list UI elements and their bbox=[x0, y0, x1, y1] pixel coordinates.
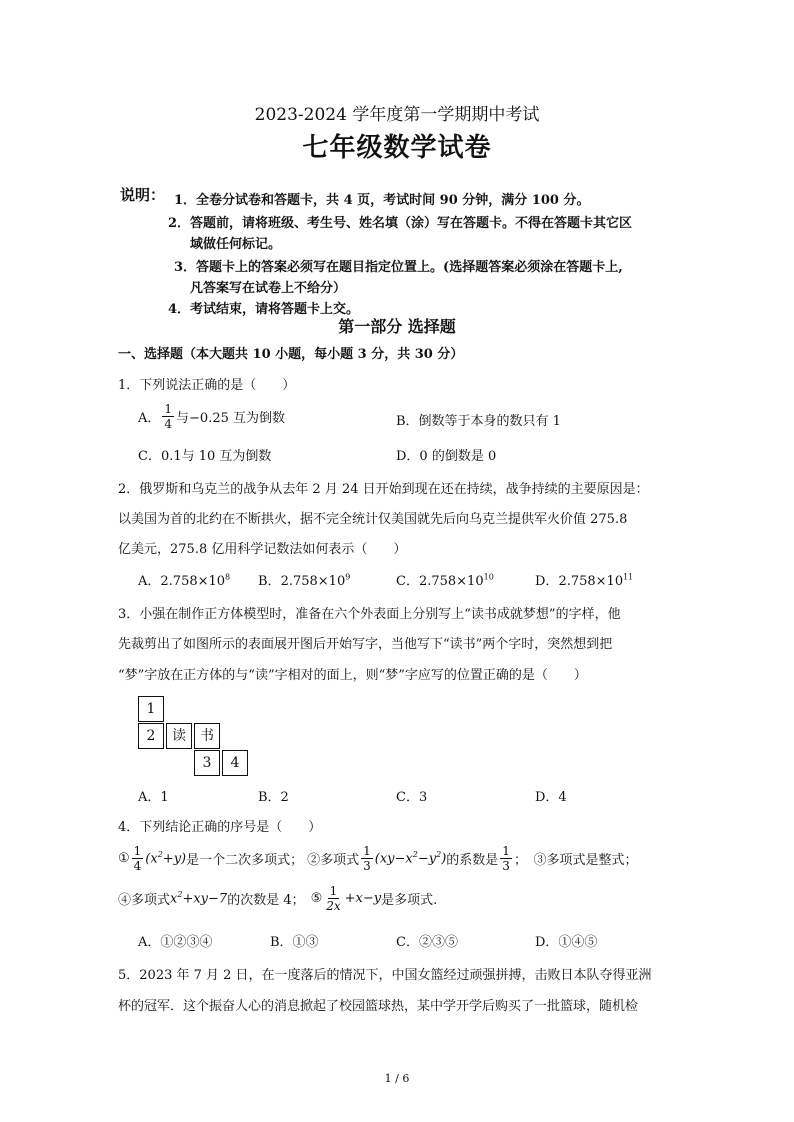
math-expression: $x^2+xy-7$ bbox=[170, 890, 228, 907]
statement-text: 的系数是 bbox=[446, 853, 499, 868]
statement-text: ； ③多项式是整式； bbox=[513, 853, 638, 868]
page-number: 1 / 6 bbox=[384, 1072, 410, 1085]
question-line: 杯的冠军．这个振奋人心的消息掀起了校园篮球热，某中学开学后购买了一批篮球，随机检 bbox=[118, 999, 639, 1014]
denominator: 4 bbox=[164, 417, 173, 431]
option-d: D．4 bbox=[535, 790, 567, 805]
instruction-item: 1．全卷分试卷和答题卡，共 4 页，考试时间 90 分钟，满分 100 分。 bbox=[174, 193, 590, 208]
net-cell: 1 bbox=[138, 696, 164, 722]
exam-term: 2023-2024 学年度第一学期期中考试 bbox=[254, 105, 540, 125]
statement-line-1 bbox=[118, 844, 637, 873]
option-b bbox=[258, 570, 350, 589]
statement-mark: ① bbox=[118, 851, 130, 866]
denominator: 3 bbox=[363, 859, 371, 873]
option-prefix: A． bbox=[138, 411, 161, 426]
option-prefix: B． bbox=[258, 574, 281, 589]
question-line: 先裁剪出了如图所示的表面展开图后开始写字，当他写下“读书”两个字时，突然想到把 bbox=[118, 637, 613, 652]
denominator: 3 bbox=[502, 859, 510, 873]
question-line: 亿美元，275.8 亿用科学记数法如何表示（ ） bbox=[118, 542, 407, 557]
option-c: C．②③⑤ bbox=[396, 935, 458, 950]
question-line: “梦”字放在正方体的与“读”字相对的面上，则“梦”字应写的位置正确的是（ ） bbox=[118, 668, 587, 683]
statement-text: 是多项式. bbox=[381, 893, 438, 908]
option-d: D．①④⑤ bbox=[535, 935, 598, 950]
denominator: 4 bbox=[133, 859, 142, 873]
statement-text: 的次数是 4； bbox=[227, 893, 305, 908]
statement-mark: ⑤ bbox=[310, 891, 323, 906]
option-b: B．2 bbox=[258, 790, 289, 805]
net-cell: 2 bbox=[138, 723, 164, 749]
option-prefix: D． bbox=[535, 574, 559, 589]
math-expression: $(xy-x^2-y^2)$ bbox=[374, 850, 447, 867]
option-prefix: A． bbox=[138, 574, 161, 589]
question-line: 2．俄罗斯和乌克兰的战争从去年 2 月 24 日开始到现在还在持续，战争持续的主要原因是： bbox=[118, 482, 649, 497]
option-d bbox=[535, 570, 633, 589]
option-a bbox=[138, 402, 285, 431]
math-expression: $(x^2+y)$ bbox=[145, 850, 187, 867]
numerator: 1 bbox=[164, 402, 173, 416]
option-b: B．①③ bbox=[270, 935, 319, 950]
statement-mark: ④多项式 bbox=[118, 893, 171, 908]
numerator: 1 bbox=[329, 884, 338, 898]
cube-net-diagram bbox=[138, 696, 250, 777]
statement-text: 是一个二次多项式； bbox=[186, 853, 304, 868]
numerator: 1 bbox=[502, 844, 510, 858]
net-cell: 读 bbox=[166, 723, 192, 749]
part-title: 第一部分 选择题 bbox=[338, 317, 456, 336]
option-base: 2.758×10 bbox=[280, 574, 346, 589]
numerator: 1 bbox=[363, 844, 371, 858]
option-a: A．①②③④ bbox=[138, 935, 213, 950]
option-base: 2.758×10 bbox=[160, 574, 226, 589]
option-d: D．0 的倒数是 0 bbox=[396, 449, 497, 464]
option-prefix: C． bbox=[396, 574, 419, 589]
option-a: A．1 bbox=[138, 790, 169, 805]
numerator: 1 bbox=[133, 844, 142, 858]
option-b: B．倒数等于本身的数只有 1 bbox=[396, 414, 561, 429]
question-stem: 1．下列说法正确的是（ ） bbox=[118, 378, 296, 393]
statement-line-2 bbox=[118, 884, 437, 913]
instruction-item: 3．答题卡上的答案必须写在题目指定位置上。(选择题答案必须涂在答题卡上, bbox=[174, 260, 623, 275]
instruction-item: 域做任何标记。 bbox=[190, 237, 282, 252]
fraction bbox=[500, 844, 512, 873]
question-stem: 4．下列结论正确的序号是（ ） bbox=[118, 820, 322, 835]
instruction-item: 4．考试结束，请将答题卡上交。 bbox=[168, 302, 360, 317]
fraction bbox=[132, 844, 144, 873]
fraction bbox=[162, 402, 174, 431]
option-c: C．3 bbox=[396, 790, 428, 805]
statement-mark: ②多项式 bbox=[307, 853, 360, 868]
option-base: 2.758×10 bbox=[558, 574, 624, 589]
option-text: 与−0.25 互为倒数 bbox=[176, 411, 286, 426]
option-c: C．0.1与 10 互为倒数 bbox=[138, 449, 272, 464]
option-exponent: 9 bbox=[345, 572, 351, 582]
option-exponent: 8 bbox=[225, 572, 231, 582]
page-title: 七年级数学试卷 bbox=[302, 133, 492, 163]
option-exponent: 10 bbox=[483, 572, 494, 582]
option-base: 2.758×10 bbox=[418, 574, 484, 589]
question-line: 3．小强在制作正方体模型时，准备在六个外表面上分别写上“读书成就梦想”的字样，他 bbox=[118, 607, 621, 622]
net-cell: 4 bbox=[222, 750, 248, 776]
math-expression: +x−y bbox=[344, 891, 382, 906]
option-exponent: 11 bbox=[623, 572, 634, 582]
fraction bbox=[361, 844, 373, 873]
section-heading: 一、选择题（本大题共 10 小题，每小题 3 分，共 30 分） bbox=[118, 347, 464, 362]
instruction-item: 2．答题前，请将班级、考生号、姓名填（涂）写在答题卡。不得在答题卡其它区 bbox=[168, 216, 633, 231]
fraction bbox=[324, 884, 342, 913]
question-line: 以美国为首的北约在不断拱火，据不完全统计仅美国就先后向乌克兰提供军火价值 275.8 bbox=[118, 512, 628, 527]
instruction-item: 凡答案写在试卷上不给分） bbox=[190, 281, 347, 296]
option-a bbox=[138, 570, 230, 589]
net-cell: 书 bbox=[194, 723, 220, 749]
denominator: 2x bbox=[326, 899, 341, 913]
question-line: 5．2023 年 7 月 2 日，在一度落后的情况下，中国女篮经过顽强拼搏，击败日本队夺得亚洲 bbox=[118, 968, 652, 983]
net-cell: 3 bbox=[194, 750, 220, 776]
option-c bbox=[396, 570, 494, 589]
instructions-label: 说明： bbox=[120, 186, 166, 204]
